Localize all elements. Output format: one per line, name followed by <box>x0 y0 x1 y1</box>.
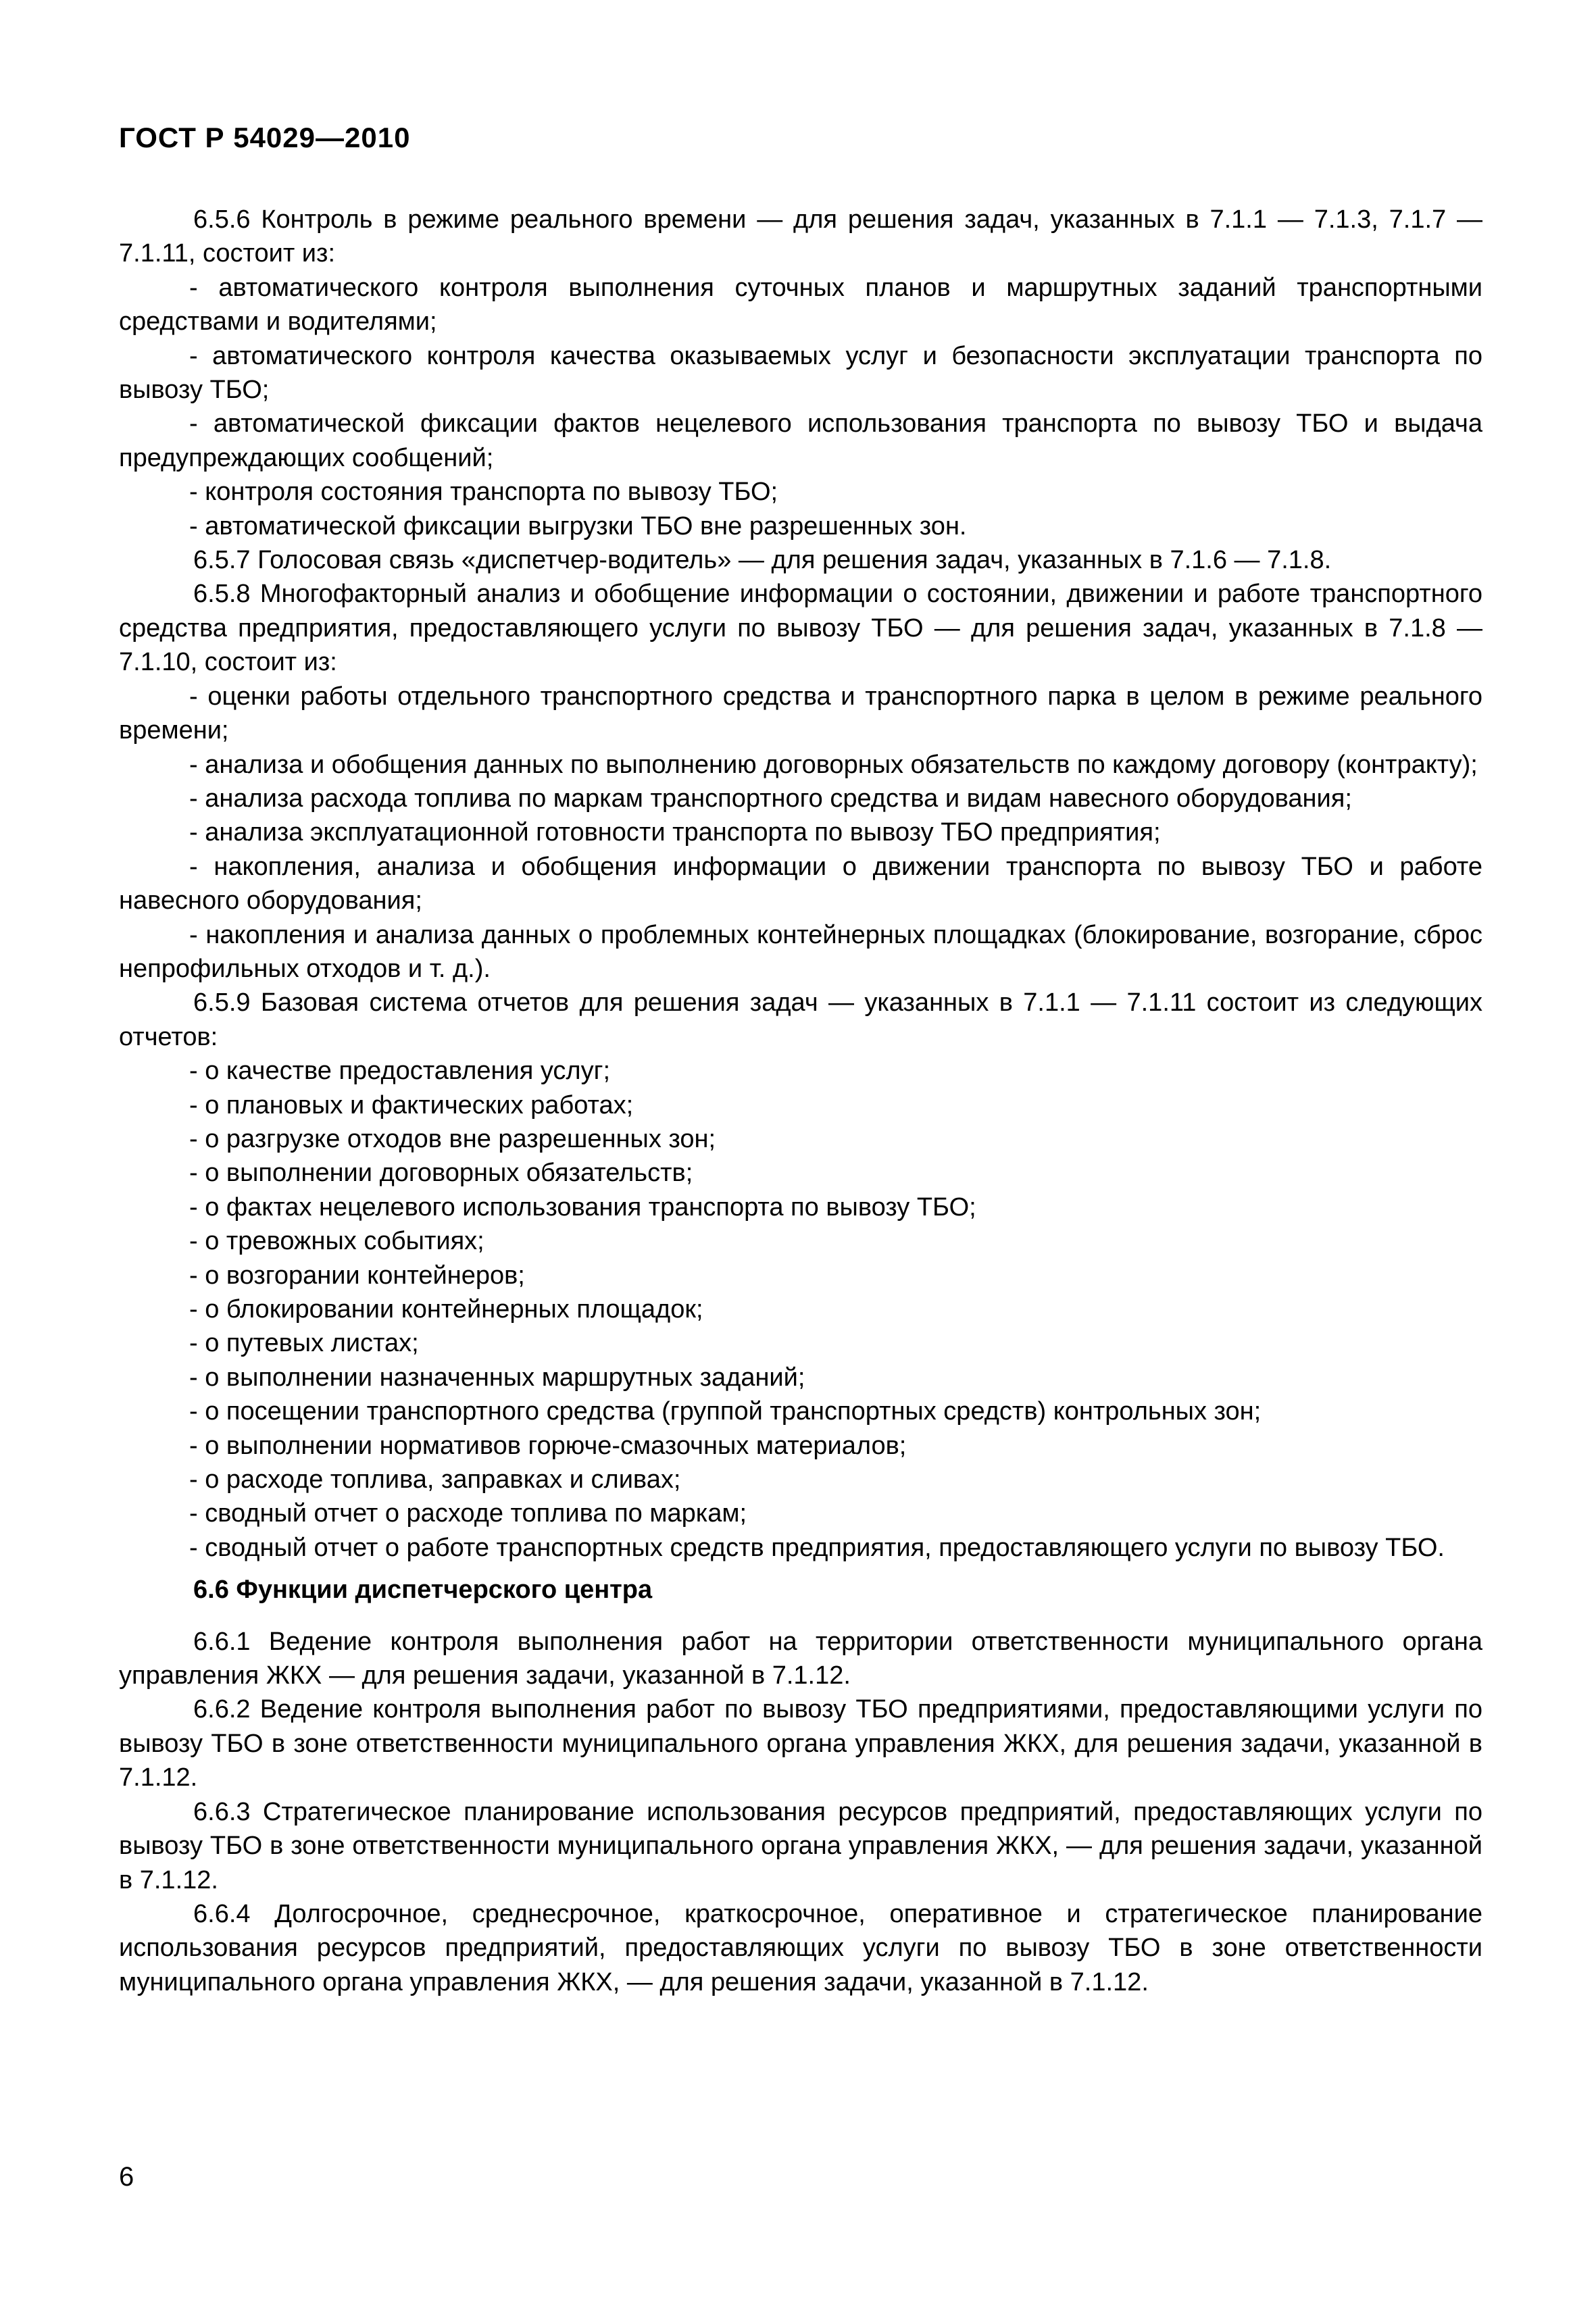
list-item: - о выполнении назначенных маршрутных заданий; <box>189 1363 805 1392</box>
list-item: - о плановых и фактических работах; <box>189 1090 634 1120</box>
list-item: - о возгорании контейнеров; <box>189 1261 525 1290</box>
page-number: 6 <box>119 2162 134 2192</box>
document-header: ГОСТ Р 54029—2010 <box>119 122 411 153</box>
list-item: - автоматической фиксации выгрузки ТБО вне разрешенных зон. <box>189 511 967 540</box>
paragraph: 6.5.6 Контроль в режиме реального времени — для решения задач, указанных в 7.1.1 — 7.1.3, 7.1.7 — 7.1.11, состоит из: <box>119 205 1482 268</box>
section-heading: 6.6 Функции диспетчерского центра <box>193 1576 653 1605</box>
paragraph: 6.6.4 Долгосрочное, среднесрочное, краткосрочное, оперативное и стратегическое планирование использования ресурсов предприятий, предоставляющих услуги по вывозу ТБО в зоне ответственности муниципального органа управления ЖКХ, — для решения задачи, указанной в 7.1.12. <box>119 1899 1482 1996</box>
list-item: - анализа расхода топлива по маркам транспортного средства и видам навесного оборудования; <box>189 784 1352 813</box>
list-item: - о посещении транспортного средства (группой транспортных средств) контрольных зон; <box>189 1397 1262 1426</box>
list-item: - о фактах нецелевого использования транспорта по вывозу ТБО; <box>189 1192 976 1222</box>
list-item: - автоматической фиксации фактов нецелевого использования транспорта по вывозу ТБО и выдача предупреждающих сообщений; <box>119 409 1482 472</box>
list-item: - оценки работы отдельного транспортного средства и транспортного парка в целом в режиме реального времени; <box>119 682 1482 745</box>
paragraph: 6.6.2 Ведение контроля выполнения работ по вывозу ТБО предприятиями, предоставляющими услуги по вывозу ТБО в зоне ответственности муниципального органа управления ЖКХ, для решения задачи, указанной в 7.1.12. <box>119 1695 1482 1792</box>
list-item: - анализа и обобщения данных по выполнению договорных обязательств по каждому договору (контракту); <box>189 750 1478 779</box>
paragraph: 6.5.9 Базовая система отчетов для решения задач — указанных в 7.1.1 — 7.1.11 состоит из следующих отчетов: <box>119 988 1482 1051</box>
list-item: - анализа эксплуатационной готовности транспорта по вывозу ТБО предприятия; <box>189 818 1161 847</box>
list-item: - сводный отчет о расходе топлива по маркам; <box>189 1499 747 1528</box>
paragraph: 6.6.1 Ведение контроля выполнения работ на территории ответственности муниципального органа управления ЖКХ — для решения задачи, указанной в 7.1.12. <box>119 1627 1482 1690</box>
list-item: - автоматического контроля качества оказываемых услуг и безопасности эксплуатации транспорта по вывозу ТБО; <box>119 341 1482 405</box>
list-item: - о разгрузке отходов вне разрешенных зон; <box>189 1124 716 1153</box>
list-item: - о тревожных событиях; <box>189 1227 484 1256</box>
list-item: - о выполнении договорных обязательств; <box>189 1159 693 1188</box>
list-item: - о качестве предоставления услуг; <box>189 1057 611 1086</box>
document-body <box>119 203 1482 1999</box>
paragraph: 6.5.8 Многофакторный анализ и обобщение информации о состоянии, движении и работе транспортного средства предприятия, предоставляющего услуги по вывозу ТБО — для решения задач, указанных в 7.1.8 — 7.1.10, состоит из: <box>119 580 1482 677</box>
paragraph: 6.5.7 Голосовая связь «диспетчер-водитель» — для решения задач, указанных в 7.1.6 — 7.1.8. <box>193 546 1332 575</box>
list-item: - о блокировании контейнерных площадок; <box>189 1295 703 1324</box>
paragraph: 6.6.3 Стратегическое планирование использования ресурсов предприятий, предоставляющих услуги по вывозу ТБО в зоне ответственности муниципального органа управления ЖКХ, — для решения задачи, указанной в 7.1.12. <box>119 1797 1482 1894</box>
list-item: - накопления и анализа данных о проблемных контейнерных площадках (блокирование, возгорание, сброс непрофильных отходов и т. д.). <box>119 920 1482 983</box>
list-item: - сводный отчет о работе транспортных средств предприятия, предоставляющего услуги по вывозу ТБО. <box>189 1533 1445 1562</box>
list-item: - о выполнении нормативов горюче-смазочных материалов; <box>189 1431 907 1460</box>
list-item: - накопления, анализа и обобщения информации о движении транспорта по вывозу ТБО и работе навесного оборудования; <box>119 852 1482 915</box>
list-item: - контроля состояния транспорта по вывозу ТБО; <box>189 478 778 507</box>
list-item: - автоматического контроля выполнения суточных планов и маршрутных заданий транспортными средствами и водителями; <box>119 273 1482 336</box>
list-item: - о расходе топлива, заправках и сливах; <box>189 1465 681 1494</box>
list-item: - о путевых листах; <box>189 1329 419 1358</box>
